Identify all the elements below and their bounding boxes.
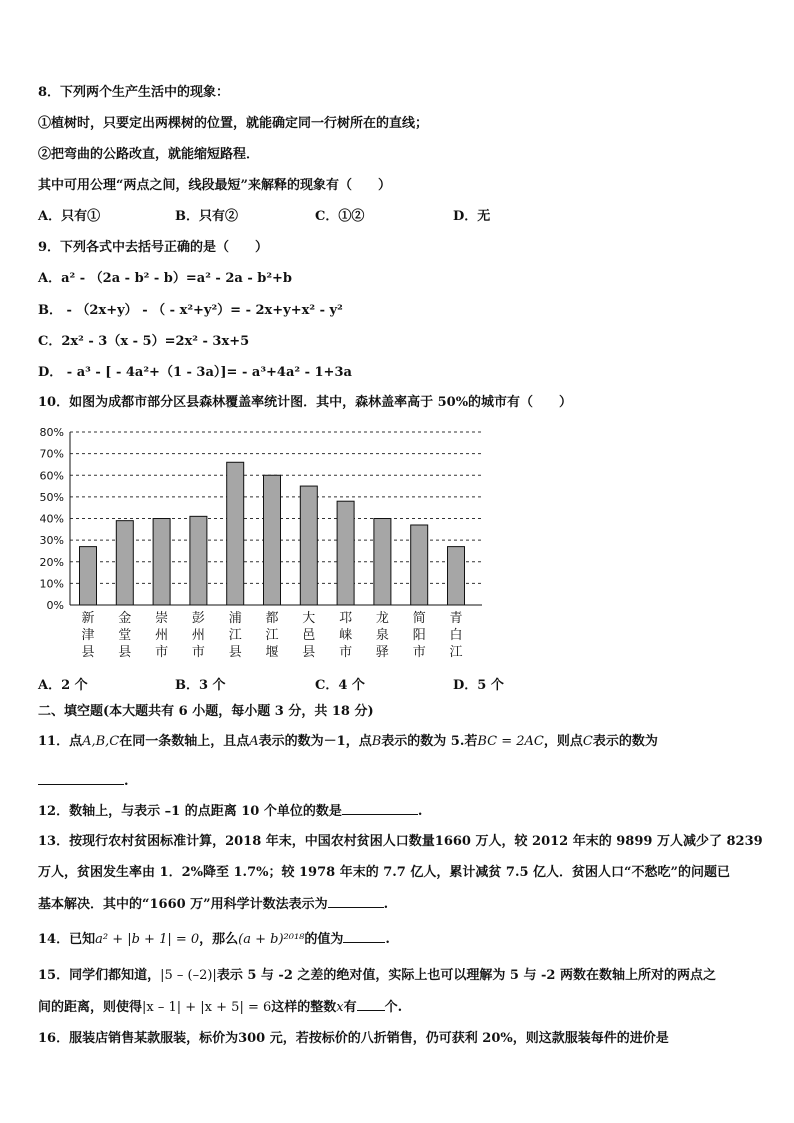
- category-label-char: 州: [155, 628, 169, 643]
- q14-expression: a² + |b + 1| = 0: [95, 932, 200, 947]
- q10-option-b: B．3 个: [175, 678, 226, 693]
- category-label-char: 龙: [375, 611, 389, 626]
- category-label-char: 津: [81, 628, 95, 643]
- q15-part-a: 15．同学们都知道，: [38, 968, 161, 983]
- q9-option-b: B． - （2x+y） - （ - x²+y²）= - 2x+y+x² - y²: [38, 303, 343, 318]
- q15-abs-2: |x – 1| + |x + 5| = 6: [142, 1000, 272, 1015]
- q11-end: .: [124, 774, 129, 789]
- category-label-char: 阳: [412, 628, 426, 643]
- q12-answer-blank[interactable]: [342, 802, 418, 815]
- bar-11: [448, 547, 465, 605]
- q10-option-d: D．5 个: [453, 678, 504, 693]
- bar-2: [116, 521, 133, 605]
- category-label-char: 泉: [375, 628, 389, 643]
- category-label-char: 堰: [265, 645, 279, 660]
- chart-y-ticks: [40, 426, 64, 612]
- q8-option-d: D．无: [453, 209, 491, 224]
- category-label-char: 邛: [339, 611, 353, 626]
- category-label-char: 彭: [191, 611, 205, 626]
- bar-5: [227, 462, 244, 605]
- q9-option-a: A．a² - （2a - b² - b）=a² - 2a - b²+b: [38, 271, 293, 286]
- q13-line-3: [38, 895, 388, 914]
- q8-option-c: C．①②: [315, 209, 365, 224]
- category-label-char: 市: [339, 645, 353, 660]
- y-tick-label: 60%: [39, 469, 64, 483]
- bar-9: [374, 519, 391, 606]
- category-label-char: 市: [191, 645, 205, 660]
- q11-points: A,B,C: [82, 734, 120, 749]
- q8-question: 其中可用公理“两点之间，线段最短”来解释的现象有（ ）: [38, 178, 391, 193]
- q11-point-c: C: [582, 734, 593, 749]
- q11-part-c: 表示的数为－1，点: [258, 734, 372, 749]
- q9-option-d: D． - a³ - [ - 4a²+（1 - 3a）]= - a³+4a² - 1+3a: [38, 365, 352, 380]
- q14-end: .: [385, 932, 390, 947]
- category-label-char: 金: [118, 611, 132, 626]
- q10-stem: 10．如图为成都市部分区县森林覆盖率统计图．其中，森林盖率高于 50%的城市有（ ）: [38, 395, 573, 410]
- q12-part-a: 12．数轴上，与表示 –1 的点距离 10 个单位的数是: [38, 804, 342, 819]
- q12-end: .: [417, 804, 423, 819]
- q15-line-1: [38, 967, 716, 985]
- category-label-char: 市: [155, 645, 169, 660]
- q15-abs-1: |5 – (–2)|: [160, 968, 217, 983]
- bar-1: [80, 547, 97, 605]
- category-label-char: 州: [191, 628, 205, 643]
- q15-part-f: 个.: [384, 1000, 403, 1015]
- q10-option-c: C．4 个: [315, 678, 365, 693]
- category-label-char: 新: [81, 611, 95, 626]
- q13-line-2: 万人，贫困发生率由 1．2%降至 1.7%；较 1978 年末的 7.7 亿人，累计减贫 7.5 亿人．贫困人口“不愁吃”的问题已: [38, 865, 730, 880]
- q11-answer-line: [38, 772, 129, 791]
- category-label-char: 江: [265, 628, 279, 643]
- category-label-char: 青: [449, 611, 463, 626]
- y-tick-label: 20%: [39, 555, 64, 569]
- q15-part-c: 间的距离，则使得: [38, 1000, 143, 1015]
- q14-part-a: 14．已知: [38, 932, 96, 947]
- category-label-char: 崇: [155, 611, 169, 626]
- category-label-char: 江: [449, 645, 463, 660]
- category-label-char: 都: [265, 611, 279, 626]
- category-label-char: 浦: [228, 611, 242, 626]
- q13-line-1: 13．按现行农村贫困标准计算，2018 年末，中国农村贫困人口数量1660 万人，较 2012 年末的 9899 万人减少了 8239: [38, 834, 763, 849]
- q11-part-a: 11．点: [38, 734, 83, 749]
- q8-statement-1: ①植树时，只要定出两棵树的位置，就能确定同一行树所在的直线；: [38, 116, 429, 131]
- q9-stem: 9．下列各式中去括号正确的是（ ）: [38, 240, 269, 255]
- q14-answer-blank[interactable]: [343, 930, 385, 943]
- q8-option-a: A．只有①: [38, 209, 101, 224]
- category-label-char: 大: [302, 611, 316, 626]
- category-label-char: 县: [228, 645, 242, 660]
- q9-option-c: C．2x² - 3（x - 5）=2x² - 3x+5: [38, 334, 250, 349]
- y-tick-label: 30%: [39, 534, 64, 548]
- q8-option-b: B．只有②: [175, 209, 238, 224]
- q11-part-f: 表示的数为: [592, 734, 658, 749]
- category-label-char: 江: [228, 628, 242, 643]
- category-label-char: 县: [118, 645, 132, 660]
- q11-part-d: 表示的数为 5.若: [381, 734, 478, 749]
- q15-part-e: 有: [343, 1000, 357, 1015]
- chart-categories: [81, 610, 462, 660]
- q11-point-b: B: [371, 734, 382, 749]
- q10-option-a: A．2 个: [38, 678, 88, 693]
- q11-part-b: 在同一条数轴上，且点: [119, 734, 250, 749]
- bar-4: [190, 516, 207, 605]
- y-tick-label: 10%: [39, 577, 64, 591]
- bar-10: [411, 525, 428, 605]
- bar-3: [153, 519, 170, 606]
- q15-part-b: 表示 5 与 -2 之差的绝对值，实际上也可以理解为 5 与 -2 两数在数轴上所对的两点之: [216, 968, 716, 983]
- y-tick-label: 70%: [39, 447, 64, 461]
- q11-equation: BC = 2AC: [477, 734, 544, 749]
- bar-6: [264, 475, 281, 605]
- q14-expression-2: (a + b)²⁰¹⁸: [238, 932, 305, 947]
- section-2-heading: 二、填空题(本大题共有 6 小题，每小题 3 分，共 18 分): [38, 704, 374, 719]
- category-label-char: 崃: [339, 628, 353, 643]
- category-label-char: 县: [302, 645, 316, 660]
- category-label-char: 驿: [375, 645, 389, 660]
- y-tick-label: 0%: [46, 599, 64, 612]
- q15-part-d: 这样的整数: [271, 1000, 337, 1015]
- category-label-char: 堂: [118, 628, 132, 643]
- bar-7: [300, 486, 317, 605]
- q11-point-a: A: [249, 734, 259, 749]
- q14-part-c: 的值为: [304, 932, 344, 947]
- bar-8: [337, 501, 354, 605]
- q15-variable-x: x: [336, 1000, 344, 1015]
- q11-answer-blank[interactable]: [38, 772, 124, 785]
- category-label-char: 简: [412, 611, 426, 626]
- q13-part-c: 基本解决．其中的“1660 万”用科学计数法表示为: [38, 897, 328, 912]
- category-label-char: 县: [81, 645, 95, 660]
- y-tick-label: 50%: [39, 490, 64, 504]
- q16-text: 16．服装店销售某款服装，标价为300 元，若按标价的八折销售，仍可获利 20%，则这款服装每件的进价是: [38, 1031, 669, 1046]
- q8-stem: 8．下列两个生产生活中的现象：: [38, 85, 230, 100]
- y-tick-label: 80%: [39, 426, 64, 439]
- q11-part-e: ，则点: [543, 734, 583, 749]
- q14-text: [38, 930, 390, 949]
- q14-part-b: ，那么: [199, 932, 239, 947]
- category-label-char: 邑: [302, 628, 316, 643]
- q11-text: [38, 733, 658, 751]
- q12-text: [38, 802, 422, 821]
- category-label-char: 市: [412, 645, 426, 660]
- y-tick-label: 40%: [39, 512, 64, 526]
- forest-coverage-bar-chart: [30, 420, 490, 670]
- q15-line-2: [38, 998, 402, 1017]
- category-label-char: 白: [449, 628, 463, 643]
- q13-answer-blank[interactable]: [328, 895, 384, 908]
- q15-answer-blank[interactable]: [357, 998, 385, 1011]
- q13-end: .: [383, 897, 389, 912]
- q8-statement-2: ②把弯曲的公路改直，就能缩短路程．: [38, 147, 260, 162]
